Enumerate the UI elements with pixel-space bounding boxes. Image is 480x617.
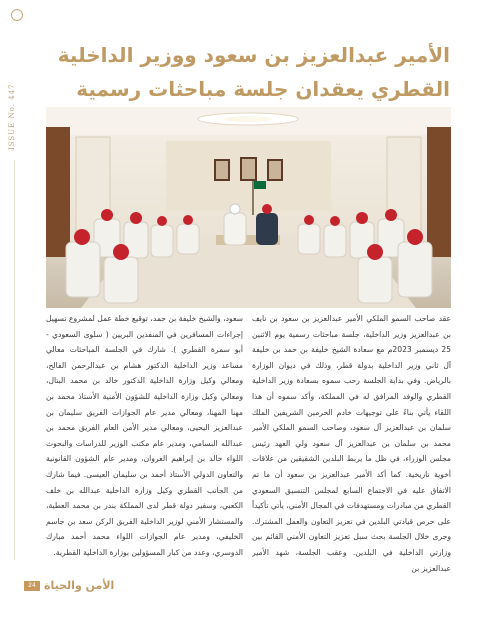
side-divider bbox=[14, 160, 15, 560]
magazine-name: الأمن والحياة bbox=[44, 579, 115, 592]
page-number: 24 bbox=[24, 581, 40, 591]
article-column-left: سعود، والشيخ خليفة بن حمد، توقيع خطة عمل لمشروع تسهيل إجراءات المسافرين في المنفذين البريين ( سلوى السعودي - أبو سمرة القطري ). شارك في الجلسة المباحثات معالي مساعد وزير الداخلية الدكتور هشام بن عبدالرحمن الفالح، ومعالي وكيل وزارة الداخلية الدكتور خالد بن محمد البتال، ومعالي وكيل وزارة الداخلية للشؤون الأمنية الأستاذ محمد بن مهنا المهنا، ومعالي مدير عام الجوازات الفريق سليمان بن عبدالعزيز اليحيى، ومعالي مدير الأمن العام الفريق محمد بن عبدالله البسامي، ومدير عام مكتب الوزير للدراسات والبحوث اللواء خالد بن إبراهيم العروان، ومدير عام الشؤون القانونية والتعاون الدولي الأستاذ أحمد بن سليمان العيسى. فيما شارك من الجانب القطري وكيل وزارة الداخلية عبدالله بن خلف الكعبي، وسفير دولة قطر لدى المملكة بندر بن محمد العطية، والمستشار الأمني لوزير الداخلية الفريق الركن سعد بن جاسم الخليفي، ومدير عام الجوازات اللواء محمد أحمد مبارك الدوسري، وعدد من كبار المسؤولين بوزارة الداخلية القطرية. bbox=[46, 314, 243, 557]
article-column-right: عقد صاحب السمو الملكي الأمير عبدالعزيز بن سعود بن نايف بن عبدالعزيز وزير الداخلية، جلسة مباحثات رسمية يوم الاثنين 25 ديسمبر 2023م مع سعادة الشيخ خليفة بن حمد بن خليفة آل ثاني وزير الداخلية بدولة قطر، وذلك في ديوان الوزارة بالرياض. وفي بداية الجلسة رحب سموه بسعادة وزير الداخلية القطري والوفد المرافق له في المملكة، وأكد سموه أن هذا اللقاء يأتي بناءً على توجيهات خادم الحرمين الشريفين الملك سلمان بن عبدالعزيز آل سعود، وصاحب السمو الملكي الأمير محمد بن سلمان بن عبدالعزيز آل سعود ولي العهد رئيس مجلس الوزراء، في ظل ما يربط البلدين الشقيقين من علاقات أخوية تاريخية. كما أكد الأمير عبدالعزيز بن سعود أن ما تم الاتفاق عليه في الاجتماع السابع لمجلس التنسيق السعودي القطري من مبادرات ومستهدفات في المجال الأمني، يأتي تأكيداً على حرص قيادتي البلدين في تعزيز التعاون والعمل المشترك. وجرى خلال الجلسة بحث سبل تعزيز التعاون الأمني القائم بين وزارتي الداخلية في البلدين. وعقب الجلسة، شهد الأمير عبدالعزيز بن bbox=[252, 314, 451, 573]
meeting-photo bbox=[46, 107, 451, 308]
magazine-emblem-icon bbox=[11, 9, 23, 21]
article-title: الأمير عبدالعزيز بن سعود ووزير الداخلية القطري يعقدان جلسة مباحثات رسمية bbox=[57, 43, 450, 101]
issue-label: ISSUE No. 447 bbox=[8, 83, 16, 150]
